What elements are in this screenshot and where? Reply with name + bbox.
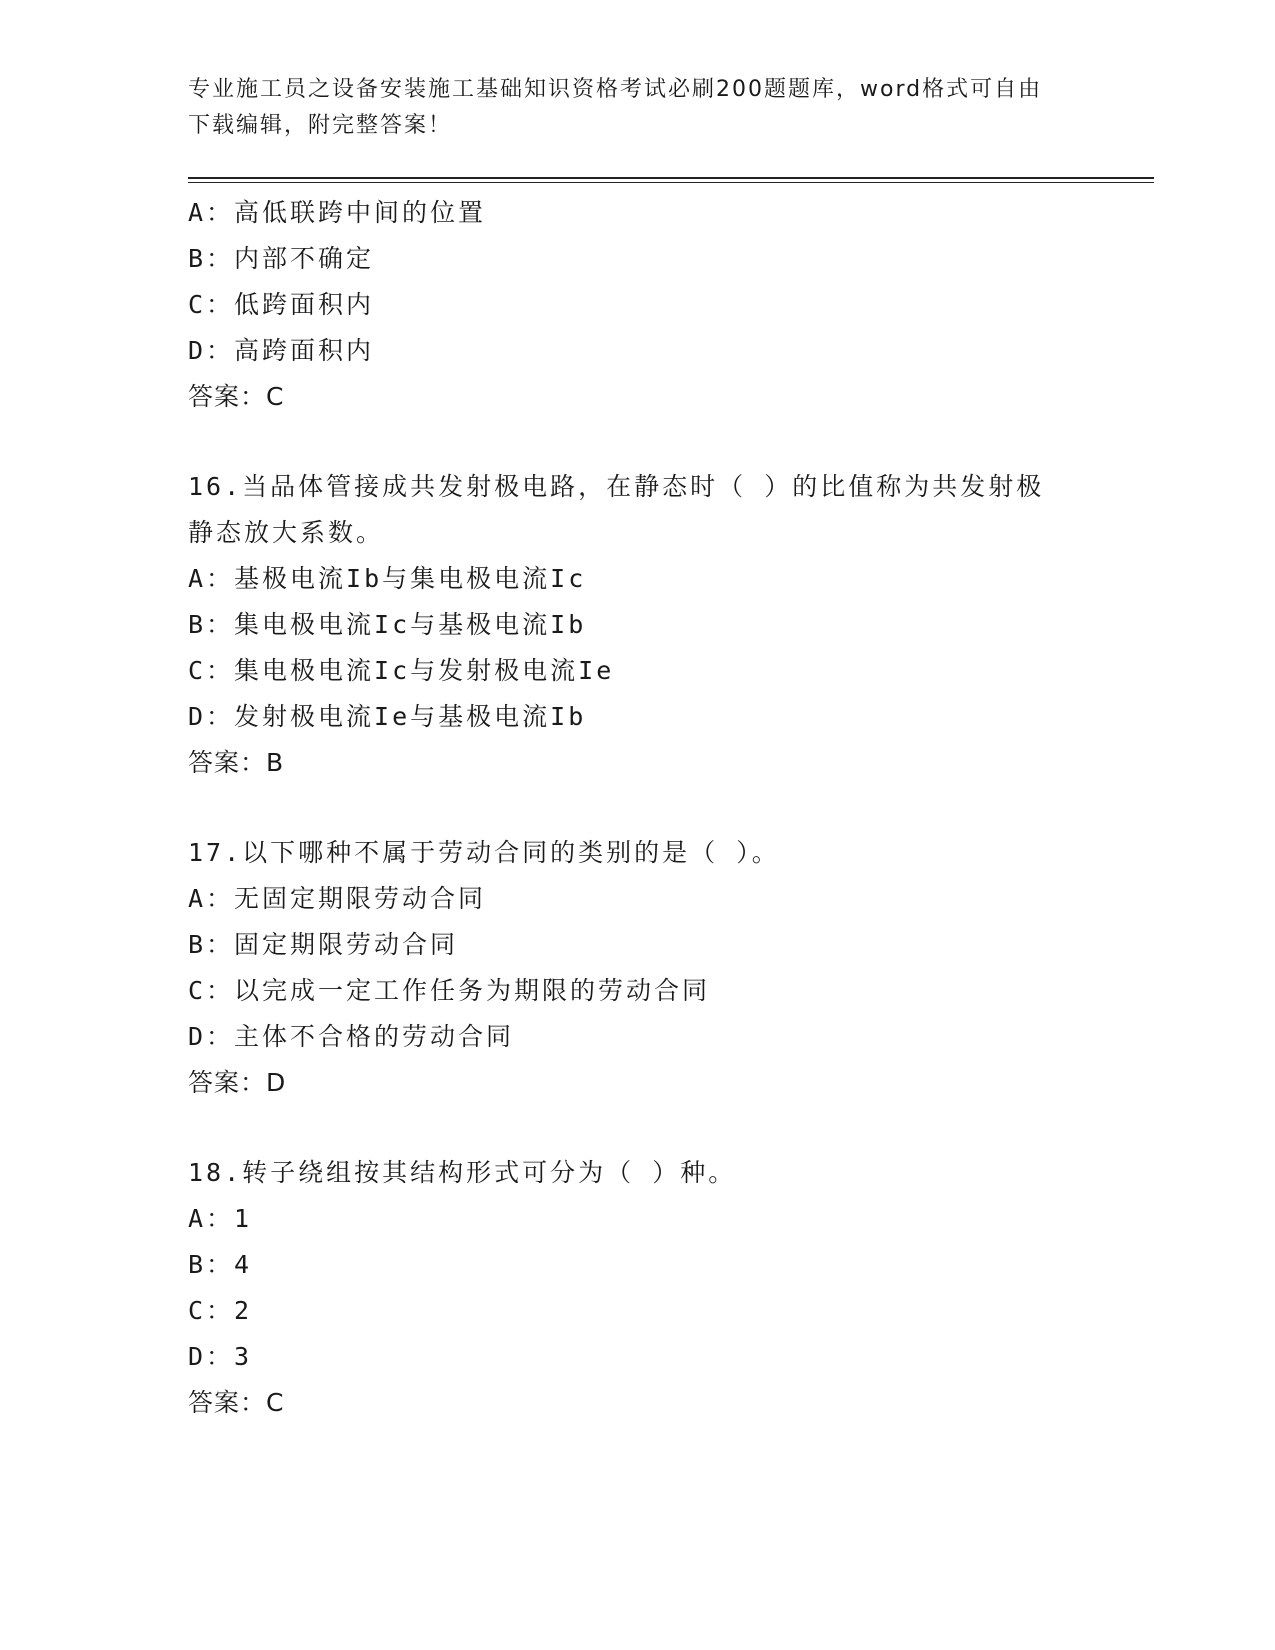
answer-line: 答案：B	[188, 748, 285, 777]
option-d: D：主体不合格的劳动合同	[188, 1022, 515, 1051]
header-line-1: 专业施工员之设备安装施工基础知识资格考试必刷200题题库，word格式可自由	[188, 77, 1043, 102]
option-c: C：以完成一定工作任务为期限的劳动合同	[188, 976, 711, 1005]
document-header	[188, 72, 1068, 144]
question-17	[188, 830, 1088, 1106]
option-d: D：3	[188, 1342, 253, 1371]
header-divider-thin	[188, 182, 1154, 183]
question-stem: 17.以下哪种不属于劳动合同的类别的是（ ）。	[188, 838, 780, 867]
option-a: A：高低联跨中间的位置	[188, 198, 487, 227]
option-b: B：内部不确定	[188, 244, 375, 273]
option-d: D：发射极电流Ie与基极电流Ib	[188, 702, 587, 731]
option-a: A：1	[188, 1204, 253, 1233]
option-a: A：无固定期限劳动合同	[188, 884, 487, 913]
answer-line: 答案：C	[188, 1388, 285, 1417]
option-c: C：低跨面积内	[188, 290, 375, 319]
option-a: A：基极电流Ib与集电极电流Ic	[188, 564, 587, 593]
question-16	[188, 464, 1088, 786]
question-18	[188, 1150, 1088, 1426]
option-b: B：集电极电流Ic与基极电流Ib	[188, 610, 587, 639]
option-d: D：高跨面积内	[188, 336, 375, 365]
option-b: B：4	[188, 1250, 253, 1279]
question-stem-continued: 静态放大系数。	[188, 518, 385, 547]
option-c: C：集电极电流Ic与发射极电流Ie	[188, 656, 615, 685]
question-stem: 18.转子绕组按其结构形式可分为（ ）种。	[188, 1158, 737, 1187]
question-stem: 16.当品体管接成共发射极电路，在静态时（ ）的比值称为共发射极	[188, 472, 1045, 501]
option-b: B：固定期限劳动合同	[188, 930, 459, 959]
header-line-2: 下载编辑，附完整答案！	[188, 113, 453, 138]
answer-line: 答案：D	[188, 1068, 287, 1097]
answer-line: 答案：C	[188, 382, 285, 411]
header-divider-thick	[188, 177, 1154, 179]
option-c: C：2	[188, 1296, 253, 1325]
question-list	[188, 190, 1088, 1426]
question-15-continued	[188, 190, 1088, 420]
